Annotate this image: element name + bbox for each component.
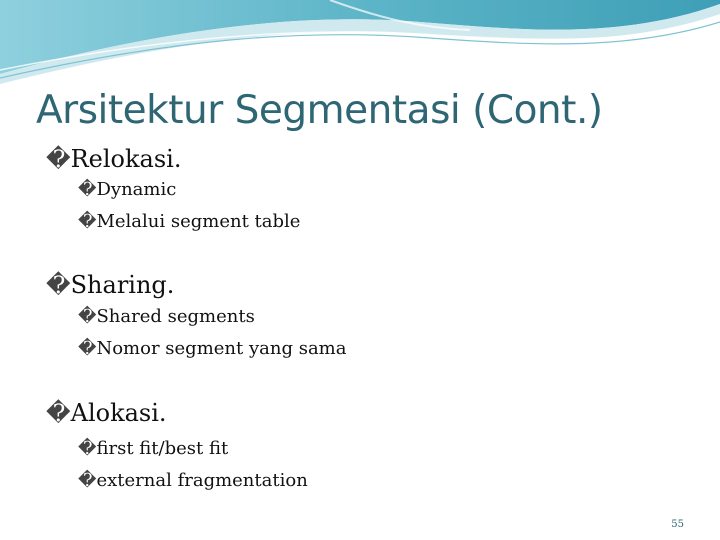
bullet-icon: � [78, 470, 97, 491]
header-wave-decoration [0, 0, 720, 100]
bullet-label: Sharing. [70, 271, 175, 299]
slide-title: Arsitektur Segmentasi (Cont.) [36, 88, 603, 133]
bullet-label: Relokasi. [70, 145, 182, 173]
bullet-sharing [46, 271, 174, 299]
sub-bullet-label: Nomor segment yang sama [96, 338, 347, 359]
sub-bullet-shared-segments [78, 306, 255, 327]
sub-bullet-first-fit [78, 438, 228, 459]
sub-bullet-label: first fit/best fit [96, 438, 229, 459]
sub-bullet-dynamic [78, 179, 176, 200]
sub-bullet-label: external fragmentation [96, 470, 308, 491]
bullet-icon: � [78, 179, 97, 200]
sub-bullet-segment-table [78, 211, 300, 232]
bullet-icon: � [78, 211, 97, 232]
bullet-icon: � [78, 306, 97, 327]
bullet-icon: � [78, 438, 97, 459]
sub-bullet-external-fragmentation [78, 470, 308, 491]
bullet-relokasi [46, 145, 181, 173]
bullet-icon: � [78, 338, 97, 359]
page-number: 55 [671, 519, 684, 530]
bullet-icon: � [46, 145, 71, 173]
bullet-label: Alokasi. [70, 399, 167, 427]
sub-bullet-label: Dynamic [96, 179, 177, 200]
sub-bullet-nomor-segment [78, 338, 346, 359]
bullet-alokasi [46, 399, 167, 427]
sub-bullet-label: Melalui segment table [96, 211, 301, 232]
sub-bullet-label: Shared segments [96, 306, 255, 327]
bullet-icon: � [46, 271, 71, 299]
bullet-icon: � [46, 399, 71, 427]
